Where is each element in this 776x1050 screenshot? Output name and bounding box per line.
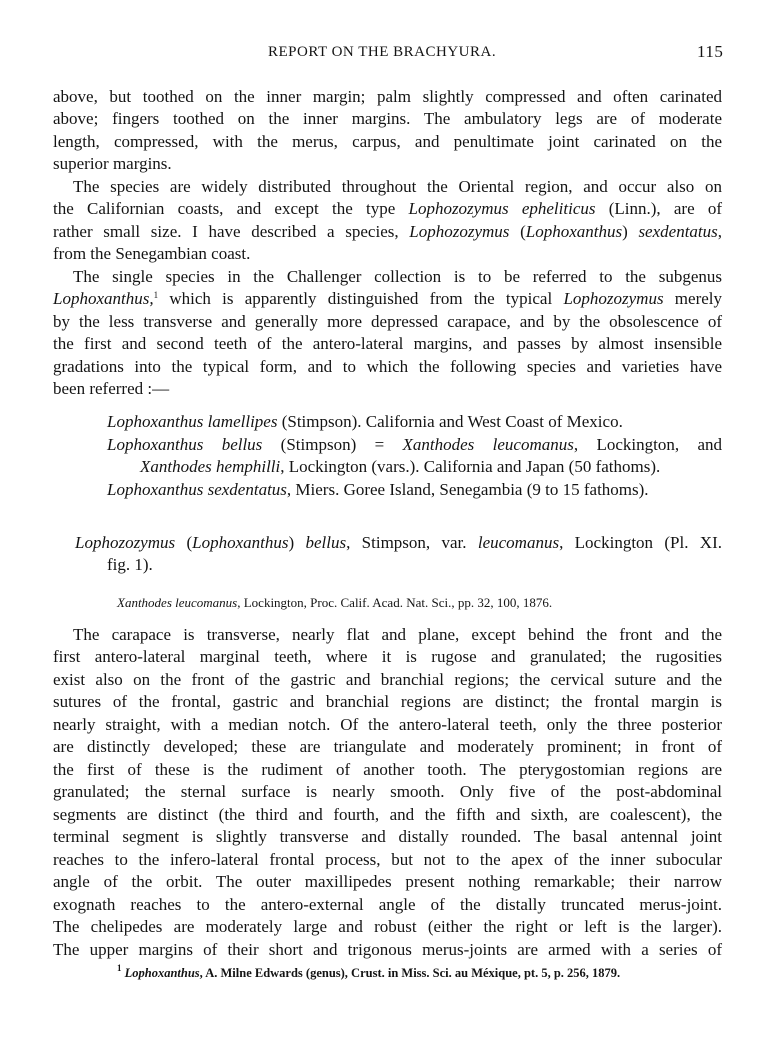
italic-text: Xanthodes hemphilli xyxy=(140,457,281,476)
italic-text: Lophozozymus xyxy=(75,533,176,552)
text-segment: , Miers. Goree Island, Senegambia (9 to 15 fathoms). xyxy=(286,480,649,499)
text-line xyxy=(53,916,722,938)
text-line xyxy=(53,669,722,691)
text-line xyxy=(53,826,722,848)
italic-text: bellus xyxy=(305,533,347,552)
text-line xyxy=(53,153,722,175)
text-line xyxy=(53,243,722,265)
italic-text: Lophozozymus xyxy=(563,289,664,308)
running-header-title: REPORT ON THE BRACHYURA. xyxy=(268,44,497,60)
text-segment: (Stimpson). California and West Coast of Mexico. xyxy=(277,412,623,431)
text-segment: reaches to the infero-lateral frontal process, but not to the apex of the inner subocular xyxy=(53,850,722,869)
text-line xyxy=(53,356,722,378)
italic-text: Lophozozymus epheliticus xyxy=(408,199,596,218)
text-line xyxy=(53,288,722,310)
text-segment: sutures of the frontal, gastric and branchial regions are distinct; the frontal margin is xyxy=(53,692,722,711)
text-segment: the Californian coasts, and except the type xyxy=(53,199,409,218)
text-line xyxy=(53,646,722,668)
text-segment: ( xyxy=(175,533,193,552)
text-line xyxy=(140,456,722,478)
text-line xyxy=(53,894,722,916)
text-segment: granulated; the sternal surface is nearly smooth. Only five of the post-abdominal xyxy=(53,782,722,801)
text-segment: exist also on the front of the gastric and branchial regions; the cervical suture and the xyxy=(53,670,722,689)
text-segment: from the Senegambian coast. xyxy=(53,244,251,263)
text-segment: by the less transverse and generally more depressed carapace, and by the obsolescence of xyxy=(53,312,722,331)
text-segment: (Stimpson) = xyxy=(262,435,403,454)
italic-text: Lophoxanthus xyxy=(525,222,623,241)
text-line xyxy=(53,804,722,826)
text-segment: above; fingers toothed on the inner margins. The ambulatory legs are of moderate xyxy=(53,109,722,128)
text-line xyxy=(53,108,722,130)
italic-text: Xanthodes leucomanus xyxy=(402,435,574,454)
text-line xyxy=(73,176,722,198)
text-line xyxy=(53,939,722,961)
text-segment: first antero-lateral marginal teeth, where it is rugose and granulated; the rugosities xyxy=(53,647,722,666)
text-segment: The species are widely distributed throughout the Oriental region, and occur also on xyxy=(73,177,722,196)
text-segment: the first and second teeth of the antero-lateral margins, and passes by almost insensible xyxy=(53,334,722,353)
text-line xyxy=(53,378,722,400)
text-line xyxy=(75,532,722,554)
text-segment: which is apparently distinguished from the typical xyxy=(158,289,564,308)
text-segment: above, but toothed on the inner margin; palm slightly compressed and often carinated xyxy=(53,87,722,106)
text-segment: , Stimpson, var. xyxy=(346,533,478,552)
text-segment: The chelipedes are moderately large and robust (either the right or left is the larger). xyxy=(53,917,722,936)
text-segment: The carapace is transverse, nearly flat and plane, except behind the front and the xyxy=(73,625,722,644)
italic-text: Lophozozymus xyxy=(409,222,510,241)
text-segment: angle of the orbit. The outer maxillipedes present nothing remarkable; their narrow xyxy=(53,872,722,891)
text-line xyxy=(53,714,722,736)
italic-text: Lophoxanthus sexdentatus xyxy=(107,480,287,499)
text-line xyxy=(53,781,722,803)
footnote-marker: 1 xyxy=(153,290,159,300)
italic-text: leucomanus xyxy=(477,533,560,552)
text-segment: ( xyxy=(509,222,526,241)
text-line xyxy=(107,434,722,456)
text-segment: exognath reaches to the antero-external angle of the distally truncated merus-joint. xyxy=(53,895,722,914)
italic-text: Lophoxanthus xyxy=(192,533,289,552)
text-line xyxy=(107,411,722,433)
italic-text: Lophoxanthus xyxy=(124,966,200,980)
footnote-line xyxy=(117,962,677,984)
text-segment: , Lockington, Proc. Calif. Acad. Nat. Sci., pp. 32, 100, 1876. xyxy=(237,595,553,610)
text-line xyxy=(53,333,722,355)
text-segment: , xyxy=(717,222,723,241)
text-segment: the first of these is the rudiment of another tooth. The pterygostomian regions are xyxy=(53,760,722,779)
text-segment: superior margins. xyxy=(53,154,172,173)
italic-text: Lophoxanthus bellus xyxy=(107,435,263,454)
text-segment: segments are distinct (the third and fourth, and the fifth and sixth, are coalescent), the xyxy=(53,805,722,824)
text-line xyxy=(73,266,722,288)
text-segment: been referred :— xyxy=(53,379,170,398)
text-segment: fig. 1). xyxy=(107,555,153,574)
text-segment: are distinctly developed; these are triangulate and moderately prominent; in front of xyxy=(53,737,722,756)
text-segment: , Lockington, and xyxy=(573,435,723,454)
italic-text: Xanthodes leucomanus xyxy=(117,595,238,610)
italic-text: Lophoxanthus, xyxy=(53,289,154,308)
text-line xyxy=(53,871,722,893)
footnote-marker: 1 xyxy=(117,963,122,973)
text-line xyxy=(53,131,722,153)
text-segment: ) xyxy=(288,533,306,552)
text-line xyxy=(117,592,677,614)
page-number: 115 xyxy=(697,42,724,61)
text-segment: The single species in the Challenger collection is to be referred to the subgenus xyxy=(73,267,722,286)
italic-text: Lophoxanthus lamellipes xyxy=(107,412,278,431)
text-segment: merely xyxy=(663,289,723,308)
text-line xyxy=(53,691,722,713)
text-segment: , A. Milne Edwards (genus), Crust. in Miss. Sci. au Méxique, pt. 5, p. 256, 1879. xyxy=(199,966,621,980)
text-segment: , Lockington (vars.). California and Japan (50 fathoms). xyxy=(280,457,661,476)
text-line xyxy=(53,849,722,871)
text-line xyxy=(53,86,722,108)
text-segment: length, compressed, with the merus, carpus, and penultimate joint carinated on the xyxy=(53,132,722,151)
text-line xyxy=(53,736,722,758)
text-line xyxy=(53,759,722,781)
text-line xyxy=(53,198,722,220)
text-line xyxy=(53,311,722,333)
text-segment: nearly straight, with a median notch. Of the antero-lateral teeth, only the three posterior xyxy=(53,715,722,734)
text-segment: ) xyxy=(622,222,639,241)
text-segment: , Lockington (Pl. XI. xyxy=(559,533,722,552)
text-line xyxy=(73,624,722,646)
text-segment: terminal segment is slightly transverse and distally rounded. The basal antennal joint xyxy=(53,827,722,846)
italic-text: sexdentatus xyxy=(638,222,718,241)
text-segment: gradations into the typical form, and to which the following species and varieties have xyxy=(53,357,722,376)
text-line xyxy=(53,221,722,243)
text-line xyxy=(107,479,722,501)
text-line xyxy=(107,554,722,576)
text-segment: rather small size. I have described a species, xyxy=(53,222,410,241)
text-segment: (Linn.), are of xyxy=(595,199,722,218)
text-segment: The upper margins of their short and trigonous merus-joints are armed with a series of xyxy=(53,940,722,959)
